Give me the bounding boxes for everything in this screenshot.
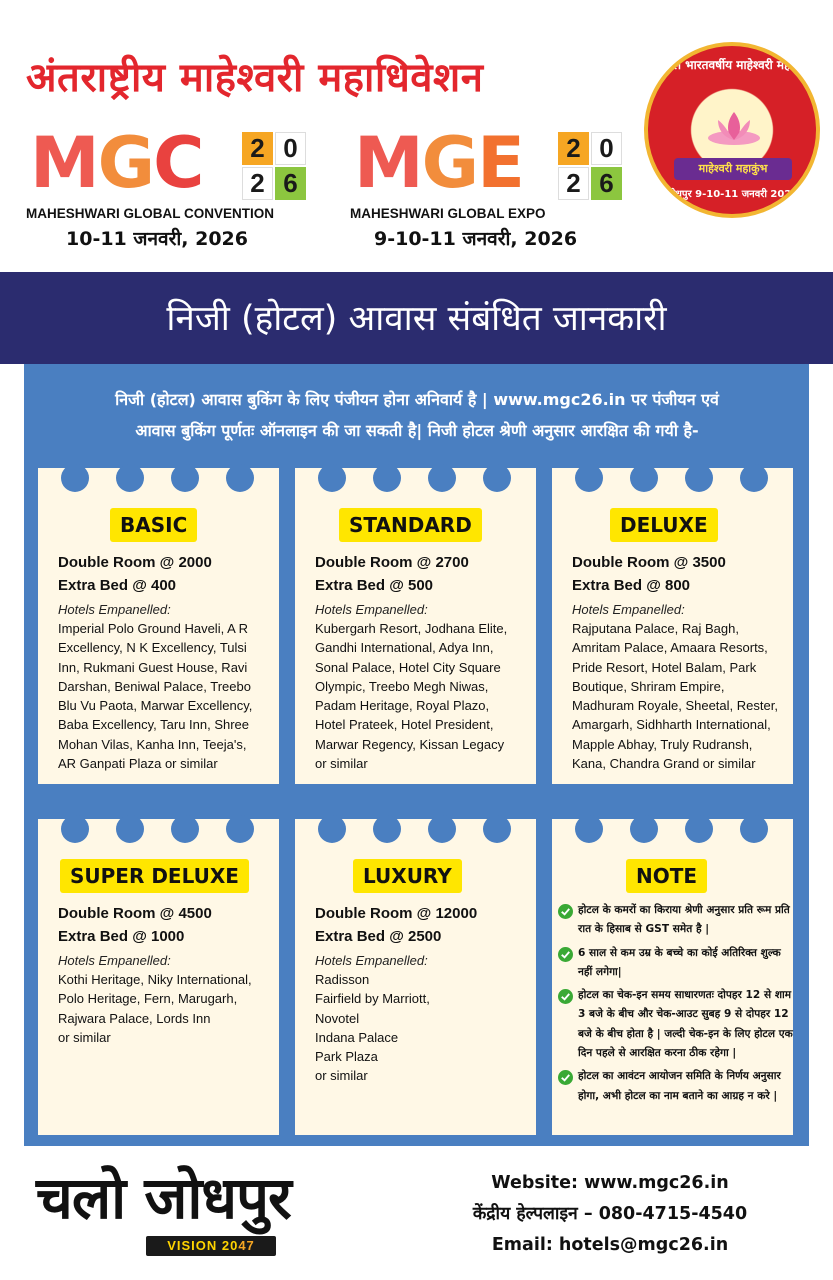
extra-bed-price: Extra Bed @ 2500 bbox=[315, 928, 442, 945]
extra-bed-price: Extra Bed @ 500 bbox=[315, 577, 434, 594]
hotels-empanelled-label: Hotels Empanelled: bbox=[572, 602, 685, 617]
category-card-deluxe bbox=[552, 460, 793, 784]
intro-text bbox=[32, 384, 802, 446]
category-badge: DELUXE bbox=[610, 508, 718, 542]
mge-year-grid: 2 0 2 6 bbox=[558, 132, 622, 196]
check-circle-icon bbox=[558, 1070, 573, 1085]
double-room-price: Double Room @ 4500 bbox=[58, 905, 212, 922]
poster-footer bbox=[0, 1146, 833, 1280]
extra-bed-price: Extra Bed @ 1000 bbox=[58, 928, 185, 945]
hotels-list: Kubergarh Resort, Jodhana Elite, Gandhi International, Adya Inn, Sonal Palace, Hotel City Square Olympic, Treebo Megh Niwas, Padam Heritage, Royal Plazo, Hotel Prateek, Hotel President, Marwar Regency, Kissan Legacy or similar bbox=[315, 621, 508, 772]
category-card-basic bbox=[38, 460, 279, 784]
hotels-empanelled-label: Hotels Empanelled: bbox=[315, 602, 428, 617]
note-list bbox=[558, 901, 794, 1110]
note-card bbox=[552, 811, 793, 1135]
note-item: होटल का चेक-इन समय साधारणतः दोपहर 12 से शाम 3 बजे के बीच और चेक-आउट सुबह 9 से दोपहर 12 बजे के बीच होता है | जल्दी चेक-इन के लिए होटल एक दिन पहले से आरक्षित करना ठीक रहेगा | bbox=[558, 986, 794, 1063]
mahasabha-seal-logo bbox=[644, 42, 820, 218]
mgc-subtitle: MAHESHWARI GLOBAL CONVENTION bbox=[26, 206, 275, 221]
lotus-icon bbox=[706, 108, 762, 148]
mgc-date: 10-11 जनवरी, 2026 bbox=[66, 228, 248, 250]
check-circle-icon bbox=[558, 947, 573, 962]
mgc-brand bbox=[26, 122, 326, 251]
intro-line-1: निजी (होटल) आवास बुकिंग के लिए पंजीयन होना अनिवार्य है | www.mgc26.in पर पंजीयन एवं bbox=[115, 390, 719, 409]
mgc-logo-letters: MGC bbox=[30, 122, 203, 204]
check-circle-icon bbox=[558, 904, 573, 919]
seal-ring-text: अखिल भारतवर्षीय माहेश्वरी महासभा bbox=[650, 58, 814, 72]
card-scallop-decoration bbox=[38, 811, 279, 849]
category-badge: BASIC bbox=[110, 508, 197, 542]
mgc-year-grid: 2 0 2 6 bbox=[242, 132, 306, 196]
hotels-empanelled-label: Hotels Empanelled: bbox=[315, 953, 428, 968]
card-scallop-decoration bbox=[552, 460, 793, 498]
mge-date: 9-10-11 जनवरी, 2026 bbox=[374, 228, 578, 250]
mgc-logo bbox=[26, 122, 326, 204]
seal-bottom-text: जोधपुर 9-10-11 जनवरी 2026 bbox=[665, 189, 799, 200]
chalo-jodhpur-logo bbox=[36, 1156, 336, 1266]
hotels-empanelled-label: Hotels Empanelled: bbox=[58, 953, 171, 968]
extra-bed-price: Extra Bed @ 400 bbox=[58, 577, 177, 594]
card-scallop-decoration bbox=[295, 811, 536, 849]
card-scallop-decoration bbox=[38, 460, 279, 498]
category-card-standard bbox=[295, 460, 536, 784]
check-circle-icon bbox=[558, 989, 573, 1004]
seal-banner: माहेश्वरी महाकुंभ bbox=[674, 158, 792, 180]
note-item: होटल के कमरों का किराया श्रेणी अनुसार प्रति रूम प्रति रात के हिसाब से GST समेत है | bbox=[558, 901, 794, 940]
note-item: 6 साल से कम उम्र के बच्चे का कोई अतिरिक्त शुल्क नहीं लगेगा| bbox=[558, 944, 794, 983]
email-link[interactable]: Email: hotels@mgc26.in bbox=[491, 1235, 729, 1255]
contact-info bbox=[420, 1168, 800, 1261]
hotels-empanelled-label: Hotels Empanelled: bbox=[58, 602, 171, 617]
category-badge: SUPER DELUXE bbox=[60, 859, 249, 893]
website-link[interactable]: Website: www.mgc26.in bbox=[491, 1173, 729, 1193]
note-item: होटल का आवंटन आयोजन समिति के निर्णय अनुसार होगा, अभी होटल का नाम बताने का आग्रह न करे | bbox=[558, 1067, 794, 1106]
section-title-band bbox=[0, 272, 833, 364]
section-title: निजी (होटल) आवास संबंधित जानकारी bbox=[166, 299, 667, 339]
helpline-number[interactable]: केंद्रीय हेल्पलाइन – 080-4715-4540 bbox=[472, 1204, 748, 1224]
hotels-list: Kothi Heritage, Niky International, Polo Heritage, Fern, Marugarh, Rajwara Palace, Lords Inn or similar bbox=[58, 972, 252, 1045]
main-title: अंतराष्ट्रीय माहेश्वरी महाधिवेशन bbox=[26, 55, 484, 101]
accommodation-panel bbox=[24, 364, 809, 1146]
mge-logo-letters: MGE bbox=[354, 122, 523, 204]
double-room-price: Double Room @ 2000 bbox=[58, 554, 212, 571]
mge-logo bbox=[350, 122, 650, 204]
card-scallop-decoration bbox=[295, 460, 536, 498]
category-badge: LUXURY bbox=[353, 859, 462, 893]
card-scallop-decoration bbox=[552, 811, 793, 849]
chalo-jodhpur-text: चलो जोधपुर bbox=[36, 1164, 291, 1232]
note-badge: NOTE bbox=[626, 859, 707, 893]
poster-header bbox=[0, 0, 833, 272]
hotels-list: Rajputana Palace, Raj Bagh, Amritam Palace, Amaara Resorts, Pride Resort, Hotel Balam, Park Boutique, Shriram Empire, Madhuram Royale, Sheetal, Rester, Amargarh, Sidhharth International, Mapple Abhay, Truly Rudransh, Kana, Chandra Grand or similar bbox=[572, 621, 778, 772]
double-room-price: Double Room @ 2700 bbox=[315, 554, 469, 571]
intro-line-2: आवास बुकिंग पूर्णतः ऑनलाइन की जा सकती है| निजी होटल श्रेणी अनुसार आरक्षित की गयी है- bbox=[135, 421, 699, 440]
double-room-price: Double Room @ 3500 bbox=[572, 554, 726, 571]
double-room-price: Double Room @ 12000 bbox=[315, 905, 478, 922]
category-card-luxury bbox=[295, 811, 536, 1135]
mge-subtitle: MAHESHWARI GLOBAL EXPO bbox=[350, 206, 546, 221]
category-badge: STANDARD bbox=[339, 508, 482, 542]
extra-bed-price: Extra Bed @ 800 bbox=[572, 577, 691, 594]
vision-2047-badge: VISION 2047 bbox=[146, 1236, 276, 1256]
hotels-list: Radisson Fairfield by Marriott, Novotel Indana Palace Park Plaza or similar bbox=[315, 972, 430, 1084]
mge-brand bbox=[350, 122, 650, 251]
hotels-list: Imperial Polo Ground Haveli, A R Excellency, N K Excellency, Tulsi Inn, Rukmani Guest House, Ravi Darshan, Beniwal Palace, Treebo Blu Vu Paota, Marwar Excellency, Baba Excellency, Taru Inn, Shree Mohan Vilas, Kanha Inn, Teeja's, AR Ganpati Plaza or similar bbox=[58, 621, 253, 772]
category-card-super-deluxe bbox=[38, 811, 279, 1135]
